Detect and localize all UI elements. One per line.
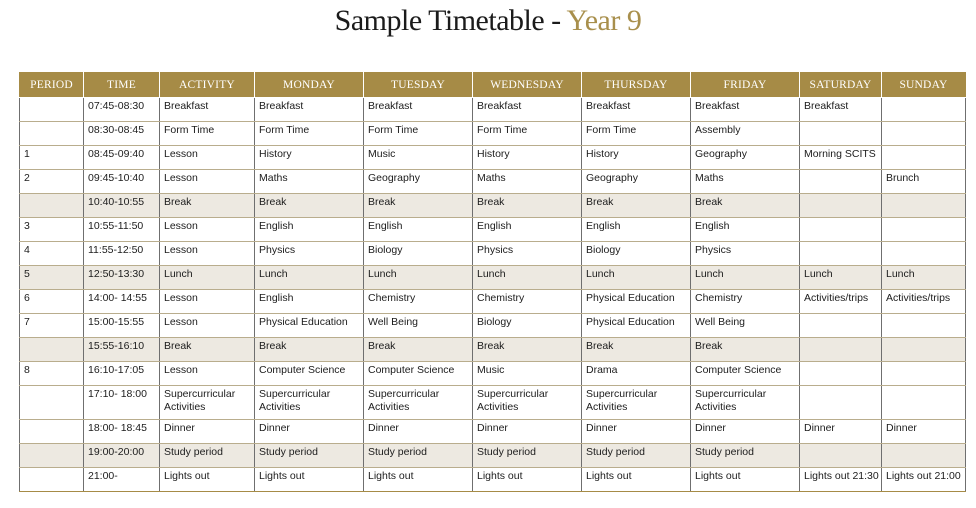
table-row	[20, 266, 966, 290]
cell-sunday	[882, 314, 966, 338]
cell-thursday: Physical Education	[582, 314, 691, 338]
table-row	[20, 314, 966, 338]
cell-wednesday: Breakfast	[473, 98, 582, 122]
cell-thursday: Lunch	[582, 266, 691, 290]
cell-sunday	[882, 386, 966, 420]
cell-time: 10:40-10:55	[84, 194, 160, 218]
cell-monday: English	[255, 218, 364, 242]
cell-wednesday: Chemistry	[473, 290, 582, 314]
table-row	[20, 218, 966, 242]
cell-activity: Study period	[160, 444, 255, 468]
cell-saturday: Dinner	[800, 420, 882, 444]
column-header-period: PERIOD	[20, 73, 84, 98]
cell-monday: History	[255, 146, 364, 170]
cell-sunday	[882, 122, 966, 146]
cell-monday: Maths	[255, 170, 364, 194]
cell-saturday	[800, 314, 882, 338]
cell-tuesday: Form Time	[364, 122, 473, 146]
cell-time: 21:00-	[84, 468, 160, 492]
cell-period	[20, 98, 84, 122]
cell-saturday	[800, 386, 882, 420]
cell-monday: Dinner	[255, 420, 364, 444]
cell-saturday	[800, 444, 882, 468]
cell-thursday: History	[582, 146, 691, 170]
cell-activity: Lesson	[160, 218, 255, 242]
table-row	[20, 98, 966, 122]
cell-period	[20, 122, 84, 146]
cell-wednesday: Form Time	[473, 122, 582, 146]
cell-activity: Lesson	[160, 170, 255, 194]
cell-friday: Assembly	[691, 122, 800, 146]
cell-saturday: Morning SCITS	[800, 146, 882, 170]
cell-activity: Lesson	[160, 146, 255, 170]
cell-friday: Well Being	[691, 314, 800, 338]
header-row	[20, 73, 966, 98]
cell-tuesday: Dinner	[364, 420, 473, 444]
cell-sunday	[882, 444, 966, 468]
cell-friday: Maths	[691, 170, 800, 194]
table-row	[20, 468, 966, 492]
cell-time: 11:55-12:50	[84, 242, 160, 266]
column-header-saturday: SATURDAY	[800, 73, 882, 98]
table-row	[20, 362, 966, 386]
cell-monday: Break	[255, 338, 364, 362]
cell-sunday: Lunch	[882, 266, 966, 290]
cell-thursday: Physical Education	[582, 290, 691, 314]
cell-friday: Geography	[691, 146, 800, 170]
cell-sunday	[882, 362, 966, 386]
table-row	[20, 420, 966, 444]
cell-activity: Break	[160, 338, 255, 362]
cell-sunday	[882, 98, 966, 122]
page-title	[0, 2, 976, 40]
cell-sunday: Dinner	[882, 420, 966, 444]
cell-saturday	[800, 362, 882, 386]
cell-wednesday: History	[473, 146, 582, 170]
cell-tuesday: Biology	[364, 242, 473, 266]
cell-tuesday: Lunch	[364, 266, 473, 290]
cell-monday: Form Time	[255, 122, 364, 146]
cell-time: 15:55-16:10	[84, 338, 160, 362]
cell-time: 15:00-15:55	[84, 314, 160, 338]
cell-friday: Chemistry	[691, 290, 800, 314]
cell-thursday: Break	[582, 194, 691, 218]
cell-time: 09:45-10:40	[84, 170, 160, 194]
cell-friday: Computer Science	[691, 362, 800, 386]
cell-period	[20, 420, 84, 444]
cell-activity: Lesson	[160, 362, 255, 386]
cell-sunday	[882, 242, 966, 266]
cell-sunday: Lights out 21:00	[882, 468, 966, 492]
timetable-body	[20, 98, 966, 492]
cell-monday: Study period	[255, 444, 364, 468]
column-header-wednesday: WEDNESDAY	[473, 73, 582, 98]
cell-period: 3	[20, 218, 84, 242]
cell-wednesday: Supercurricular Activities	[473, 386, 582, 420]
cell-time: 08:45-09:40	[84, 146, 160, 170]
cell-wednesday: Break	[473, 338, 582, 362]
cell-period: 1	[20, 146, 84, 170]
cell-tuesday: Geography	[364, 170, 473, 194]
column-header-tuesday: TUESDAY	[364, 73, 473, 98]
cell-period: 4	[20, 242, 84, 266]
cell-monday: Lunch	[255, 266, 364, 290]
cell-sunday	[882, 218, 966, 242]
cell-time: 14:00- 14:55	[84, 290, 160, 314]
cell-activity: Breakfast	[160, 98, 255, 122]
table-row	[20, 242, 966, 266]
cell-tuesday: Well Being	[364, 314, 473, 338]
cell-period: 5	[20, 266, 84, 290]
column-header-time: TIME	[84, 73, 160, 98]
cell-activity: Lesson	[160, 242, 255, 266]
cell-period	[20, 444, 84, 468]
cell-thursday: Supercurricular Activities	[582, 386, 691, 420]
cell-period	[20, 194, 84, 218]
cell-sunday: Activities/trips	[882, 290, 966, 314]
cell-activity: Form Time	[160, 122, 255, 146]
cell-saturday	[800, 170, 882, 194]
cell-friday: Physics	[691, 242, 800, 266]
cell-sunday	[882, 146, 966, 170]
table-row	[20, 194, 966, 218]
cell-monday: Physical Education	[255, 314, 364, 338]
cell-wednesday: Lights out	[473, 468, 582, 492]
cell-wednesday: Music	[473, 362, 582, 386]
cell-time: 12:50-13:30	[84, 266, 160, 290]
cell-saturday	[800, 338, 882, 362]
cell-friday: Dinner	[691, 420, 800, 444]
cell-tuesday: Break	[364, 194, 473, 218]
timetable	[19, 72, 966, 492]
cell-thursday: Biology	[582, 242, 691, 266]
cell-friday: Lunch	[691, 266, 800, 290]
cell-tuesday: Computer Science	[364, 362, 473, 386]
cell-friday: Break	[691, 194, 800, 218]
cell-thursday: Drama	[582, 362, 691, 386]
cell-period	[20, 386, 84, 420]
cell-tuesday: Lights out	[364, 468, 473, 492]
cell-saturday: Breakfast	[800, 98, 882, 122]
cell-friday: English	[691, 218, 800, 242]
cell-tuesday: Supercurricular Activities	[364, 386, 473, 420]
table-row	[20, 444, 966, 468]
cell-time: 10:55-11:50	[84, 218, 160, 242]
cell-friday: Breakfast	[691, 98, 800, 122]
title-main: Sample Timetable -	[334, 4, 567, 37]
table-row	[20, 290, 966, 314]
cell-friday: Supercurricular Activities	[691, 386, 800, 420]
cell-friday: Lights out	[691, 468, 800, 492]
title-accent: Year 9	[566, 4, 642, 37]
cell-saturday: Lights out 21:30	[800, 468, 882, 492]
cell-sunday	[882, 338, 966, 362]
cell-thursday: Form Time	[582, 122, 691, 146]
cell-activity: Lights out	[160, 468, 255, 492]
cell-time: 16:10-17:05	[84, 362, 160, 386]
cell-time: 18:00- 18:45	[84, 420, 160, 444]
cell-period	[20, 468, 84, 492]
cell-saturday	[800, 122, 882, 146]
column-header-activity: ACTIVITY	[160, 73, 255, 98]
column-header-sunday: SUNDAY	[882, 73, 966, 98]
cell-thursday: English	[582, 218, 691, 242]
cell-period	[20, 338, 84, 362]
cell-period: 2	[20, 170, 84, 194]
cell-monday: Supercurricular Activities	[255, 386, 364, 420]
cell-thursday: Break	[582, 338, 691, 362]
cell-monday: Breakfast	[255, 98, 364, 122]
cell-tuesday: Music	[364, 146, 473, 170]
table-row	[20, 338, 966, 362]
cell-wednesday: Lunch	[473, 266, 582, 290]
cell-sunday	[882, 194, 966, 218]
cell-monday: Lights out	[255, 468, 364, 492]
cell-saturday	[800, 242, 882, 266]
cell-activity: Break	[160, 194, 255, 218]
cell-wednesday: Biology	[473, 314, 582, 338]
cell-activity: Supercurricular Activities	[160, 386, 255, 420]
cell-wednesday: English	[473, 218, 582, 242]
cell-tuesday: Chemistry	[364, 290, 473, 314]
cell-monday: English	[255, 290, 364, 314]
cell-tuesday: Study period	[364, 444, 473, 468]
cell-period: 6	[20, 290, 84, 314]
cell-time: 19:00-20:00	[84, 444, 160, 468]
cell-activity: Lesson	[160, 290, 255, 314]
cell-wednesday: Dinner	[473, 420, 582, 444]
cell-friday: Study period	[691, 444, 800, 468]
cell-sunday: Brunch	[882, 170, 966, 194]
cell-time: 07:45-08:30	[84, 98, 160, 122]
cell-wednesday: Study period	[473, 444, 582, 468]
table-row	[20, 386, 966, 420]
cell-thursday: Study period	[582, 444, 691, 468]
cell-wednesday: Maths	[473, 170, 582, 194]
cell-monday: Break	[255, 194, 364, 218]
cell-activity: Dinner	[160, 420, 255, 444]
cell-time: 08:30-08:45	[84, 122, 160, 146]
column-header-monday: MONDAY	[255, 73, 364, 98]
cell-activity: Lesson	[160, 314, 255, 338]
cell-saturday	[800, 218, 882, 242]
cell-wednesday: Physics	[473, 242, 582, 266]
cell-wednesday: Break	[473, 194, 582, 218]
cell-time: 17:10- 18:00	[84, 386, 160, 420]
table-row	[20, 146, 966, 170]
cell-tuesday: Break	[364, 338, 473, 362]
cell-thursday: Dinner	[582, 420, 691, 444]
cell-thursday: Lights out	[582, 468, 691, 492]
cell-saturday	[800, 194, 882, 218]
cell-monday: Physics	[255, 242, 364, 266]
cell-period: 7	[20, 314, 84, 338]
cell-thursday: Geography	[582, 170, 691, 194]
cell-monday: Computer Science	[255, 362, 364, 386]
column-header-friday: FRIDAY	[691, 73, 800, 98]
table-row	[20, 122, 966, 146]
column-header-thursday: THURSDAY	[582, 73, 691, 98]
cell-tuesday: Breakfast	[364, 98, 473, 122]
cell-thursday: Breakfast	[582, 98, 691, 122]
cell-friday: Break	[691, 338, 800, 362]
cell-saturday: Activities/trips	[800, 290, 882, 314]
cell-activity: Lunch	[160, 266, 255, 290]
cell-tuesday: English	[364, 218, 473, 242]
cell-saturday: Lunch	[800, 266, 882, 290]
cell-period: 8	[20, 362, 84, 386]
table-row	[20, 170, 966, 194]
